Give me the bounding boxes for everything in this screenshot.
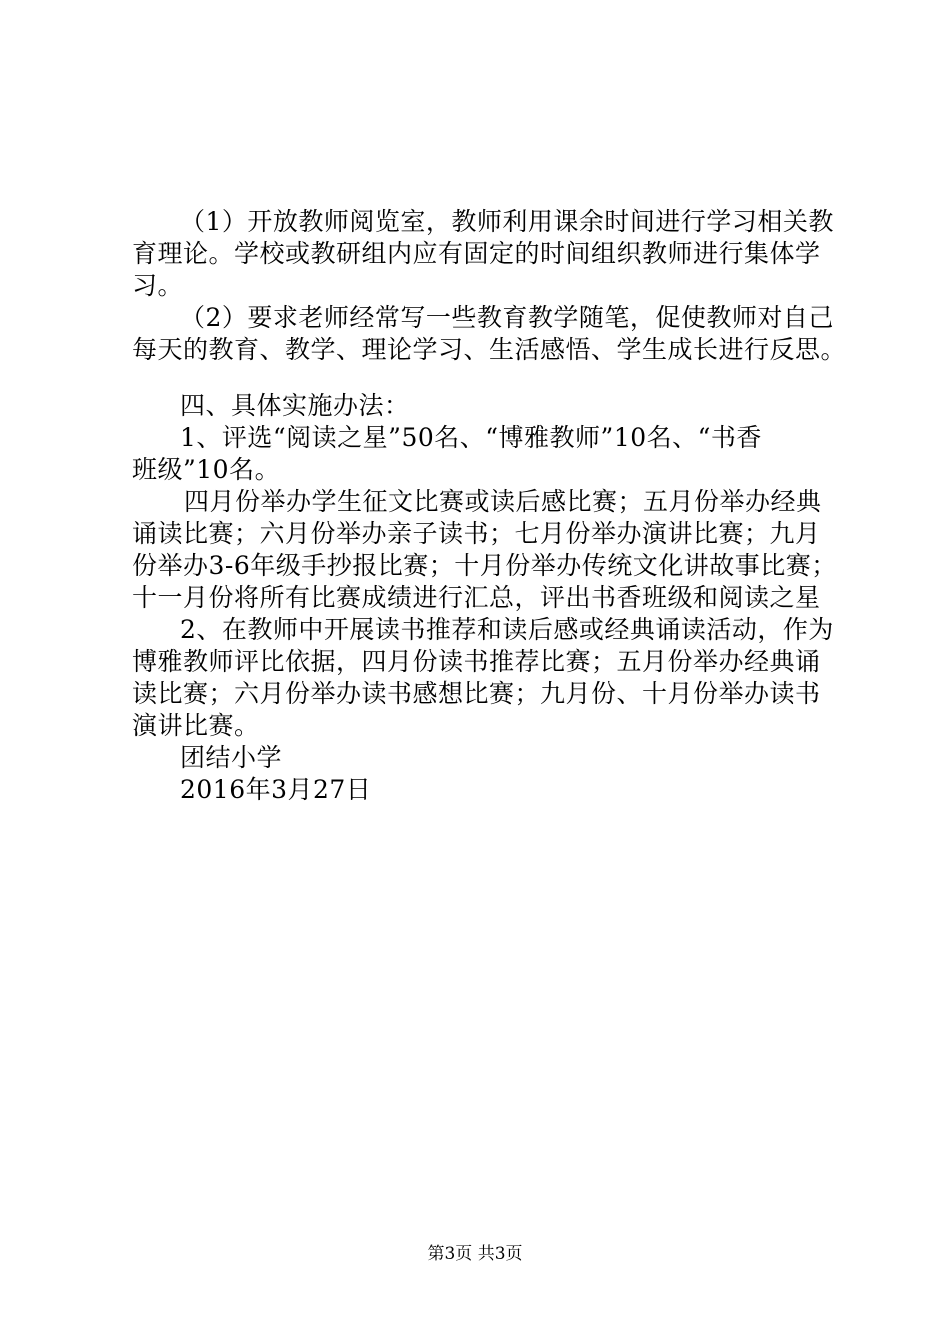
signature-date: 2016年3月27日	[180, 775, 372, 804]
page-footer: 第3页 共3页	[427, 1244, 523, 1264]
section-heading: 四、具体实施办法：	[180, 391, 410, 420]
paragraph-line: 读比赛；六月份举办读书感想比赛；九月份、十月份举办读书	[132, 679, 821, 708]
paragraph-line: 习。	[132, 271, 184, 300]
paragraph-line: 份举办3-6年级手抄报比赛；十月份举办传统文化讲故事比赛；	[132, 551, 837, 580]
paragraph-line: （1）开放教师阅览室，教师利用课余时间进行学习相关教	[180, 207, 834, 236]
paragraph-line: 十一月份将所有比赛成绩进行汇总，评出书香班级和阅读之星	[132, 583, 821, 612]
signature-school: 团结小学	[180, 743, 283, 772]
paragraph-line: 每天的教育、教学、理论学习、生活感悟、学生成长进行反思。	[132, 335, 847, 364]
paragraph-line: 2、在教师中开展读书推荐和读后感或经典诵读活动，作为	[180, 615, 834, 644]
paragraph-line: 演讲比赛。	[132, 711, 260, 740]
paragraph-line: 四月份举办学生征文比赛或读后感比赛；五月份举办经典	[184, 487, 822, 516]
paragraph-line: 1、评选“阅读之星”50名、“博雅教师”10名、“书香	[180, 423, 762, 452]
paragraph-line: 班级”10名。	[132, 455, 281, 484]
paragraph-line: 育理论。学校或教研组内应有固定的时间组织教师进行集体学	[132, 239, 821, 268]
paragraph-line: 诵读比赛；六月份举办亲子读书；七月份举办演讲比赛；九月	[132, 519, 821, 548]
paragraph-line: 博雅教师评比依据，四月份读书推荐比赛；五月份举办经典诵	[132, 647, 821, 676]
paragraph-line: （2）要求老师经常写一些教育教学随笔，促使教师对自己	[180, 303, 834, 332]
